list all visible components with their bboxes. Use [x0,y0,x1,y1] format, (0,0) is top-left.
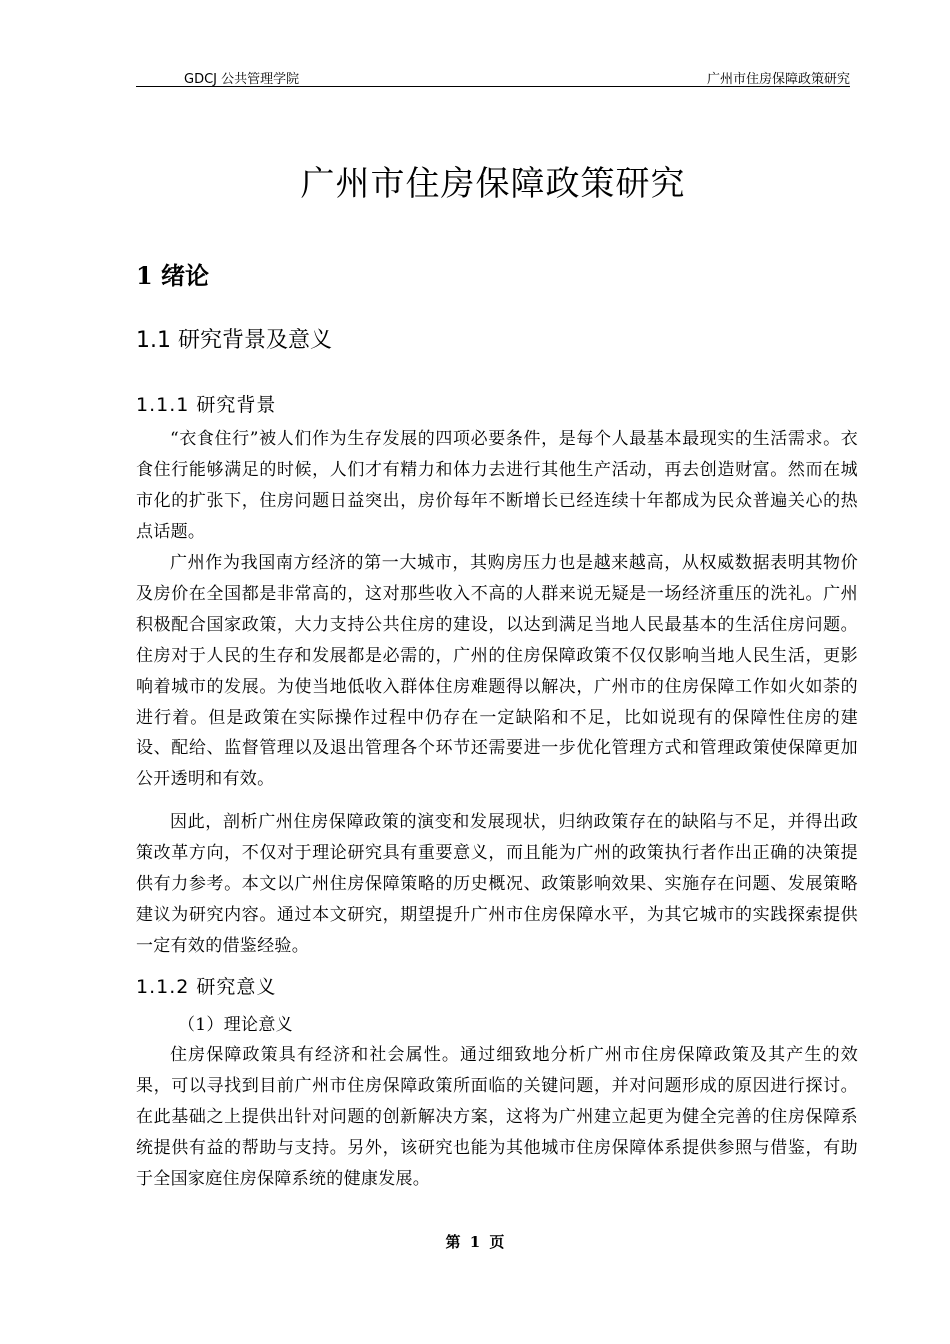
paragraph-3: 因此，剖析广州住房保障政策的演变和发展现状，归纳政策存在的缺陷与不足，并得出政策改革方向，不仅对于理论研究具有重要意义，而且能为广州的政策执行者作出正确的决策提供有力参考。本文以广州住房保障策略的历史概况、政策影响效果、实施存在问题、发展策略建议为研究内容。通过本文研究，期望提升广州市住房保障水平，为其它城市的实践探索提供一定有效的借鉴经验。 [136,812,858,956]
document-title: 广州市住房保障政策研究 [300,164,686,204]
header-right-text: 广州市住房保障政策研究 [706,72,850,87]
subsection-heading-background: 1.1.1 研究背景 [136,394,277,416]
page-header [136,66,850,87]
chapter-heading: 1 绪论 [136,261,210,290]
paragraph-1: “衣食住行”被人们作为生存发展的四项必要条件，是每个人最基本最现实的生活需求。衣食住行能够满足的时候，人们才有精力和体力去进行其他生产活动，再去创造财富。然而在城市化的扩张下，住房问题日益突出，房价每年不断增长已经连续十年都成为民众普遍关心的热点话题。 [136,429,858,542]
section-heading: 1.1 研究背景及意义 [136,328,332,353]
theory-significance-label: （1）理论意义 [178,1015,293,1035]
page-number: 第 1 页 [445,1233,505,1251]
subsection-heading-significance: 1.1.2 研究意义 [136,976,277,998]
paragraph-4: 住房保障政策具有经济和社会属性。通过细致地分析广州市住房保障政策及其产生的效果，可以寻找到目前广州市住房保障政策所面临的关键问题，并对问题形成的原因进行探讨。在此基础之上提供出针对问题的创新解决方案，这将为广州建立起更为健全完善的住房保障系统提供有益的帮助与支持。另外，该研究也能为其他城市住房保障体系提供参照与借鉴，有助于全国家庭住房保障系统的健康发展。 [136,1045,858,1189]
header-left-text: GDCJ 公共管理学院 [184,72,300,87]
paragraph-2: 广州作为我国南方经济的第一大城市，其购房压力也是越来越高，从权威数据表明其物价及房价在全国都是非常高的，这对那些收入不高的人群来说无疑是一场经济重压的洗礼。广州积极配合国家政策，大力支持公共住房的建设，以达到满足当地人民最基本的生活住房问题。住房对于人民的生存和发展都是必需的，广州的住房保障政策不仅仅影响当地人民生活，更影响着城市的发展。为使当地低收入群体住房难题得以解决，广州市的住房保障工作如火如荼的进行着。但是政策在实际操作过程中仍存在一定缺陷和不足，比如说现有的保障性住房的建设、配给、监督管理以及退出管理各个环节还需要进一步优化管理方式和管理政策使保障更加公开透明和有效。 [136,553,858,790]
